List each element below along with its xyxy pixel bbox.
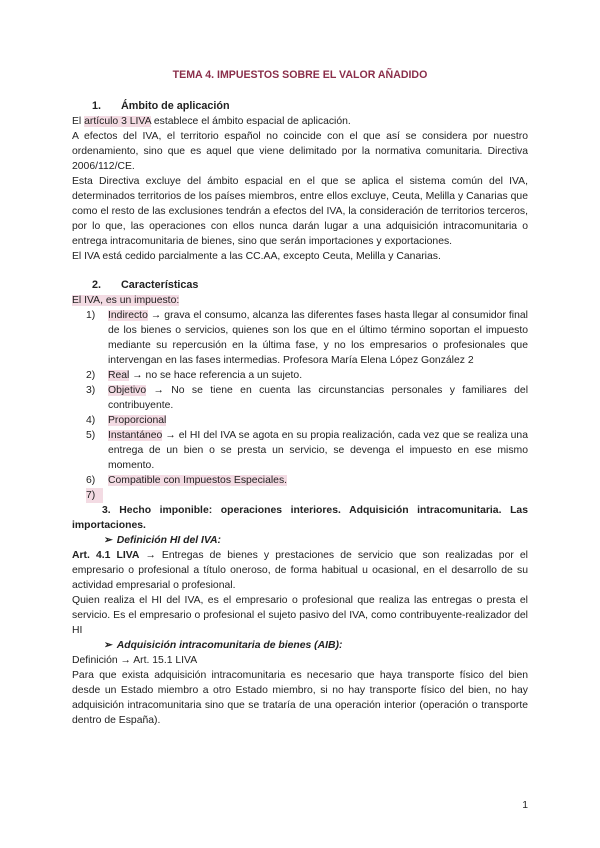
subheading-definicion bbox=[72, 533, 528, 548]
subheading-text: Adquisición intracomunitaria de bienes (AIB): bbox=[116, 640, 343, 651]
section-3-heading bbox=[72, 503, 528, 533]
arrowhead-icon: ➢ bbox=[104, 640, 113, 651]
list-item bbox=[72, 473, 528, 488]
list-item bbox=[72, 368, 528, 383]
definition-line: Definición → Art. 15.1 LIVA bbox=[72, 655, 198, 666]
item-highlight: Proporcional bbox=[108, 415, 167, 426]
item-text: → No se tiene en cuenta las circunstancias personales y familiares del contribuyente. bbox=[108, 385, 528, 411]
item-highlight: Compatible con Impuestos Especiales. bbox=[108, 475, 288, 486]
subheading-aib bbox=[72, 638, 528, 653]
item-number: 1) bbox=[86, 310, 96, 321]
item-number: 6) bbox=[86, 475, 96, 486]
characteristics-list bbox=[72, 308, 528, 503]
section-2-title: Características bbox=[121, 279, 199, 291]
subheading-text: Definición HI del IVA: bbox=[116, 535, 222, 546]
page-number: 1 bbox=[522, 800, 528, 811]
item-number: 4) bbox=[86, 415, 96, 426]
item-number: 3) bbox=[86, 385, 96, 396]
document-title: TEMA 4. IMPUESTOS SOBRE EL VALOR AÑADIDO bbox=[172, 69, 428, 81]
section-1-title: Ámbito de aplicación bbox=[121, 100, 230, 112]
item-highlight: Objetivo bbox=[108, 385, 147, 396]
section-2-intro bbox=[72, 293, 528, 308]
section-1-number: 1. bbox=[92, 100, 102, 112]
item-highlight: Indirecto bbox=[108, 310, 148, 321]
item-number: 5) bbox=[86, 430, 96, 441]
item-number: 7) bbox=[86, 488, 103, 503]
item-text: → grava el consumo, alcanza las diferentes fases hasta llegar al consumidor final de los bienes o servicios, quienes son los que en el último término soportan el impuesto mediante su repercusión en la última fase, y no los empresarios o profesionales que intervengan en las fases intermedias. Profesora María Elena López González 2 bbox=[108, 310, 528, 366]
document-page bbox=[72, 68, 528, 728]
section-2-number: 2. bbox=[92, 279, 102, 291]
section-1-para-4: El IVA está cedido parcialmente a las CC.AA, excepto Ceuta, Melilla y Canarias. bbox=[72, 251, 441, 262]
list-item bbox=[72, 428, 528, 473]
list-item bbox=[72, 413, 528, 428]
item-highlight: Real bbox=[108, 370, 130, 381]
highlight-intro: El IVA, es un impuesto: bbox=[72, 295, 180, 306]
text: El bbox=[72, 116, 85, 127]
art-4-1-para bbox=[72, 548, 528, 593]
section-1-para-2: A efectos del IVA, el territorio español no coincide con el que así se considera por nuestro ordenamiento, sino que es aquel que viene delimitado por la normativa comunitaria. Directiva 2006/112/CE. bbox=[72, 131, 528, 172]
text: establece el ámbito espacial de aplicación. bbox=[150, 116, 351, 127]
article-label: Art. 4.1 LIVA bbox=[72, 550, 140, 561]
article-text: → Entregas de bienes y prestaciones de servicio que son realizadas por el empresario o profesional a título oneroso, de forma habitual u ocasional, en el desarrollo de su actividad empresarial o profesional. bbox=[72, 550, 528, 591]
section-3-title: 3. Hecho imponible: operaciones interiores. Adquisición intracomunitaria. Las importaciones. bbox=[72, 505, 528, 531]
section-1-heading bbox=[72, 99, 528, 114]
section-1-para-1 bbox=[72, 114, 528, 129]
list-item bbox=[72, 488, 528, 503]
item-highlight: Instantáneo bbox=[108, 430, 163, 441]
item-number: 2) bbox=[86, 370, 96, 381]
section-3-para-1: Quien realiza el HI del IVA, es el empresario o profesional que realiza las entregas o presta el servicio. Es el empresario o profesional el sujeto pasivo del IVA, como contribuyente-realizador del HI bbox=[72, 595, 528, 636]
section-3-para-2: Para que exista adquisición intracomunitaria es necesario que haya transporte físico del bien desde un Estado miembro a otro Estado miembro, si no hay transporte físico del bien, no hay adquisición intracomunitaria sino que se trataría de una operación interior (operación o transporte dentro de España). bbox=[72, 670, 528, 726]
list-item bbox=[72, 308, 528, 368]
item-text: → el HI del IVA se agota en su propia realización, cada vez que se realiza una entrega de un bien o se presta un servicio, se devenga el impuesto en ese mismo momento. bbox=[108, 430, 528, 471]
list-item bbox=[72, 383, 528, 413]
highlight-articulo-3: artículo 3 LIVA bbox=[84, 116, 151, 127]
section-2-heading bbox=[72, 278, 528, 293]
item-text: → no se hace referencia a un sujeto. bbox=[129, 370, 303, 381]
arrowhead-icon: ➢ bbox=[104, 535, 113, 546]
section-1-para-3: Esta Directiva excluye del ámbito espacial en el que se aplica el sistema común del IVA, determinados territorios de los países miembros, entre ellos excluye, Ceuta, Melilla y Canarias que como el resto de las exclusiones tendrán a efectos del IVA, la consideración de territorios terceros, por lo que, las operaciones con ellos nunca darán lugar a una adquisición intracomunitaria o entrega intracomunitaria de bienes, sino que serán importaciones y exportaciones. bbox=[72, 176, 528, 247]
